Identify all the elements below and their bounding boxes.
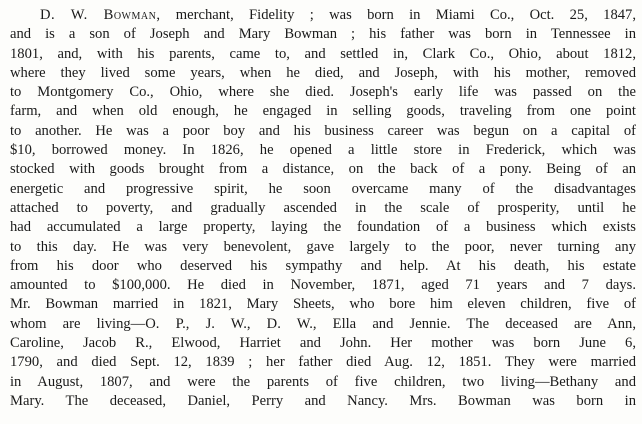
text-line-20: in August, 1807, and were the parents of five children, two living—Bethany and (10, 373, 636, 390)
text-line-12: had accumulated a large property, laying the foundation of a business which exists (10, 219, 636, 236)
text-line-16: Mr. Bowman married in 1821, Mary Sheets, who bore him eleven children, five of (10, 296, 636, 313)
text-line-8: $10, borrowed money. In 1826, he opened a little store in Frederick, which was (10, 142, 636, 159)
text-line-2: and is a son of Joseph and Mary Bowman ; his father was born in Tennessee in (10, 26, 636, 43)
biography-text (10, 6, 636, 411)
text-line-3: 1801, and, with his parents, came to, and settled in, Clark Co., Ohio, about 1812, (10, 45, 636, 62)
text-line-7: to another. He was a poor boy and his business career was begun on a capital of (10, 122, 636, 139)
text-line-9: stocked with goods brought from a distance, on the back of a pony. Being of an (10, 161, 636, 178)
subject-name: D. W. Bowman, (40, 7, 161, 23)
text-line-13: to this day. He was very benevolent, gave largely to the poor, never turning any (10, 238, 636, 255)
text-line-5: to Montgomery Co., Ohio, where she died. Joseph's early life was passed on the (10, 84, 636, 101)
text-line-11: attached to poverty, and gradually ascended in the scale of prosperity, until he (10, 199, 636, 216)
text-line-6: farm, and when old enough, he engaged in selling goods, traveling from one point (10, 103, 636, 120)
text-line-17: whom are living—O. P., J. W., D. W., Ella and Jennie. The deceased are Ann, (10, 315, 636, 332)
text-line-4: where they lived some years, when he died, and Joseph, with his mother, removed (10, 64, 636, 81)
text-line-21: Mary. The deceased, Daniel, Perry and Nancy. Mrs. Bowman was born in (10, 392, 636, 409)
text-line-15: amounted to $100,000. He died in November, 1871, aged 71 years and 7 days. (10, 277, 636, 294)
text-line-18: Caroline, Jacob R., Elwood, Harriet and John. Her mother was born June 6, (10, 335, 636, 352)
text-line-1-body: merchant, Fidelity ; was born in Miami Co., Oct. 25, 1847, (175, 7, 636, 23)
text-line-10: energetic and progressive spirit, he soon overcame many of the disadvantages (10, 180, 636, 197)
text-line-1 (10, 6, 636, 25)
text-line-19: 1790, and died Sept. 12, 1839 ; her father died Aug. 12, 1851. They were married (10, 354, 636, 371)
text-line-14: from his door who deserved his sympathy and help. At his death, his estate (10, 257, 636, 274)
